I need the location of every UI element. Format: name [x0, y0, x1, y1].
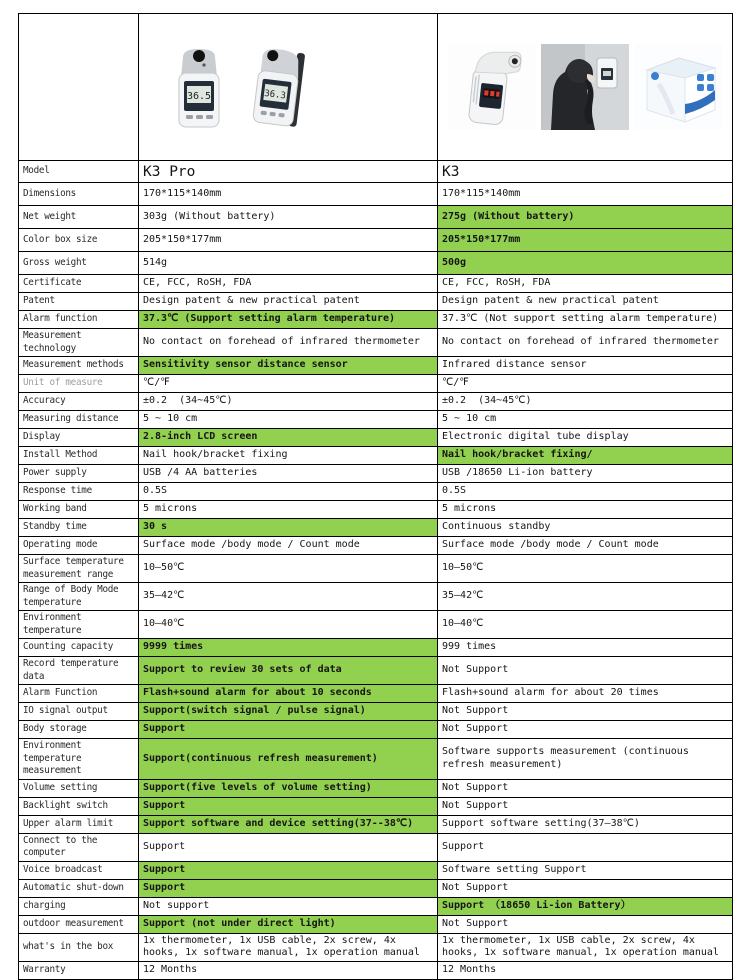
table-row: [19, 833, 733, 861]
k3-value: 170*115*140mm: [438, 183, 733, 206]
k3-value: Not Support: [438, 915, 733, 933]
table-row: [19, 411, 733, 429]
k3pro-value: 10—40℃: [139, 611, 438, 639]
row-label: Unit of measure: [19, 375, 139, 393]
table-row: [19, 815, 733, 833]
table-row: [19, 685, 733, 703]
row-label: Dimensions: [19, 183, 139, 206]
k3pro-value: 37.3℃ (Support setting alarm temperature): [139, 311, 438, 329]
k3pro-value: Support to review 30 sets of data: [139, 657, 438, 685]
row-label: Backlight switch: [19, 797, 139, 815]
table-row: [19, 206, 733, 229]
table-row: [19, 657, 733, 685]
table-row: [19, 293, 733, 311]
k3pro-value: Support(five levels of volume setting): [139, 779, 438, 797]
table-row: [19, 537, 733, 555]
row-label: Gross weight: [19, 252, 139, 275]
k3pro-value: 12 Months: [139, 961, 438, 979]
table-row: [19, 703, 733, 721]
row-label: Color box size: [19, 229, 139, 252]
k3pro-photo-side: [251, 43, 313, 131]
k3-value: 37.3℃ (Not support setting alarm temperature): [438, 311, 733, 329]
k3pro-value: Support(continuous refresh measurement): [139, 739, 438, 780]
k3pro-value: 303g (Without battery): [139, 206, 438, 229]
row-label: Working band: [19, 501, 139, 519]
k3pro-value: 5 ~ 10 cm: [139, 411, 438, 429]
k3pro-value: Design patent & new practical patent: [139, 293, 438, 311]
row-label: Volume setting: [19, 779, 139, 797]
k3pro-value: Not support: [139, 897, 438, 915]
k3pro-photo-front: [173, 43, 225, 131]
k3-value: ±0.2 (34~45℃): [438, 393, 733, 411]
k3pro-value: 35—42℃: [139, 583, 438, 611]
k3pro-value: 170*115*140mm: [139, 183, 438, 206]
table-row: [19, 721, 733, 739]
k3pro-value: 205*150*177mm: [139, 229, 438, 252]
k3-value: Support software setting(37—38℃): [438, 815, 733, 833]
row-label: Counting capacity: [19, 639, 139, 657]
row-label: Connect to the computer: [19, 833, 139, 861]
k3pro-photos-cell: [139, 14, 438, 161]
table-row: [19, 933, 733, 961]
row-label: Response time: [19, 483, 139, 501]
k3-value: 205*150*177mm: [438, 229, 733, 252]
row-label: Voice broadcast: [19, 861, 139, 879]
k3-value: ℃/℉: [438, 375, 733, 393]
k3-value: 500g: [438, 252, 733, 275]
row-label: Certificate: [19, 275, 139, 293]
k3pro-value: 2.8-inch LCD screen: [139, 429, 438, 447]
k3-value: Software setting Support: [438, 861, 733, 879]
row-label: Environment temperature: [19, 611, 139, 639]
row-label: what's in the box: [19, 933, 139, 961]
row-label: Standby time: [19, 519, 139, 537]
k3-value: Surface mode /body mode / Count mode: [438, 537, 733, 555]
empty-corner-cell: [19, 14, 139, 161]
k3-value: Support: [438, 833, 733, 861]
k3pro-value: Support (not under direct light): [139, 915, 438, 933]
k3pro-value: ±0.2 (34~45℃): [139, 393, 438, 411]
k3-value: Software supports measurement (continuous refresh measurement): [438, 739, 733, 780]
k3pro-value: USB /4 AA batteries: [139, 465, 438, 483]
k3pro-value: 9999 times: [139, 639, 438, 657]
k3-value: Not Support: [438, 657, 733, 685]
k3-value: Infrared distance sensor: [438, 357, 733, 375]
k3pro-value: Support: [139, 833, 438, 861]
k3-value: CE, FCC, RoSH, FDA: [438, 275, 733, 293]
row-label: Accuracy: [19, 393, 139, 411]
k3-value: Nail hook/bracket fixing/: [438, 447, 733, 465]
row-label: Environment temperature measurement: [19, 739, 139, 780]
table-row: [19, 183, 733, 206]
k3-value: 10—40℃: [438, 611, 733, 639]
model-row: [19, 161, 733, 183]
row-label: Upper alarm limit: [19, 815, 139, 833]
k3pro-value: Support: [139, 797, 438, 815]
table-row: [19, 519, 733, 537]
k3-value: No contact on forehead of infrared thermometer: [438, 329, 733, 357]
row-label: Measurement technology: [19, 329, 139, 357]
table-row: [19, 897, 733, 915]
table-row: [19, 779, 733, 797]
table-row: [19, 429, 733, 447]
row-label: Measuring distance: [19, 411, 139, 429]
row-label: outdoor measurement: [19, 915, 139, 933]
k3pro-value: No contact on forehead of infrared thermometer: [139, 329, 438, 357]
k3pro-value: ℃/℉: [139, 375, 438, 393]
table-row: [19, 329, 733, 357]
table-row: [19, 797, 733, 815]
row-label: Range of Body Mode temperature: [19, 583, 139, 611]
k3pro-value: 5 microns: [139, 501, 438, 519]
k3pro-value: Support(switch signal / pulse signal): [139, 703, 438, 721]
row-label: Record temperature data: [19, 657, 139, 685]
k3-value: USB /18650 Li-ion battery: [438, 465, 733, 483]
k3-value: 275g (Without battery): [438, 206, 733, 229]
row-label: Alarm function: [19, 311, 139, 329]
k3pro-value: Surface mode /body mode / Count mode: [139, 537, 438, 555]
k3-value: 999 times: [438, 639, 733, 657]
row-label: Alarm Function: [19, 685, 139, 703]
lcd-reading-front: 36.5: [186, 91, 212, 102]
k3pro-value: Nail hook/bracket fixing: [139, 447, 438, 465]
row-label: Display: [19, 429, 139, 447]
k3pro-value: Support: [139, 861, 438, 879]
table-row: [19, 739, 733, 780]
table-row: [19, 447, 733, 465]
table-row: [19, 861, 733, 879]
k3pro-value: 1x thermometer, 1x USB cable, 2x screw, 4x hooks, 1x software manual, 1x operation manual: [139, 933, 438, 961]
row-label: Warranty: [19, 961, 139, 979]
table-row: [19, 555, 733, 583]
k3-value: 5 ~ 10 cm: [438, 411, 733, 429]
k3pro-value: Flash+sound alarm for about 10 seconds: [139, 685, 438, 703]
k3pro-value: 10—50℃: [139, 555, 438, 583]
k3-value: Not Support: [438, 779, 733, 797]
k3-value: Not Support: [438, 721, 733, 739]
k3-value: 5 microns: [438, 501, 733, 519]
table-row: [19, 357, 733, 375]
k3pro-model-name: K3 Pro: [139, 161, 438, 183]
row-label: Automatic shut-down: [19, 879, 139, 897]
k3-value: Continuous standby: [438, 519, 733, 537]
row-label: Net weight: [19, 206, 139, 229]
k3-value: Not Support: [438, 797, 733, 815]
k3-photo-usage: [541, 44, 629, 130]
row-label: Body storage: [19, 721, 139, 739]
table-row: [19, 639, 733, 657]
table-row: [19, 879, 733, 897]
table-row: [19, 961, 733, 979]
table-row: [19, 611, 733, 639]
k3pro-value: 30 s: [139, 519, 438, 537]
k3-photo-box: [635, 44, 723, 130]
table-row: [19, 583, 733, 611]
row-label: Install Method: [19, 447, 139, 465]
row-label: IO signal output: [19, 703, 139, 721]
table-row: [19, 252, 733, 275]
table-row: [19, 465, 733, 483]
row-label: Patent: [19, 293, 139, 311]
k3-value: Design patent & new practical patent: [438, 293, 733, 311]
table-row: [19, 375, 733, 393]
k3pro-value: Support: [139, 879, 438, 897]
k3pro-value: 0.5S: [139, 483, 438, 501]
row-label: Model: [19, 161, 139, 183]
k3-value: 12 Months: [438, 961, 733, 979]
k3-value: 35—42℃: [438, 583, 733, 611]
k3-value: 1x thermometer, 1x USB cable, 2x screw, 4x hooks, 1x software manual, 1x operation manual: [438, 933, 733, 961]
table-row: [19, 311, 733, 329]
k3pro-value: Support software and device setting(37--38℃): [139, 815, 438, 833]
k3-photo-device: [448, 44, 536, 130]
k3pro-value: Sensitivity sensor distance sensor: [139, 357, 438, 375]
k3-value: 10—50℃: [438, 555, 733, 583]
table-row: [19, 229, 733, 252]
table-row: [19, 915, 733, 933]
row-label: Power supply: [19, 465, 139, 483]
table-row: [19, 393, 733, 411]
table-row: [19, 483, 733, 501]
k3-photos-cell: [438, 14, 733, 161]
k3pro-value: Support: [139, 721, 438, 739]
k3-value: Support （18650 Li-ion Battery）: [438, 897, 733, 915]
lcd-reading-side: 36.3: [263, 88, 287, 102]
comparison-table: [18, 13, 733, 980]
row-label: charging: [19, 897, 139, 915]
k3pro-value: 514g: [139, 252, 438, 275]
spec-rows: [19, 183, 733, 980]
k3-value: Electronic digital tube display: [438, 429, 733, 447]
row-label: Operating mode: [19, 537, 139, 555]
k3-model-name: K3: [438, 161, 733, 183]
product-photos-row: [19, 14, 733, 161]
table-row: [19, 501, 733, 519]
k3-value: 0.5S: [438, 483, 733, 501]
k3-value: Not Support: [438, 703, 733, 721]
row-label: Measurement methods: [19, 357, 139, 375]
k3-value: Not Support: [438, 879, 733, 897]
table-row: [19, 275, 733, 293]
row-label: Surface temperature measurement range: [19, 555, 139, 583]
spec-sheet: [18, 13, 732, 980]
k3pro-value: CE, FCC, RoSH, FDA: [139, 275, 438, 293]
k3-value: Flash+sound alarm for about 20 times: [438, 685, 733, 703]
